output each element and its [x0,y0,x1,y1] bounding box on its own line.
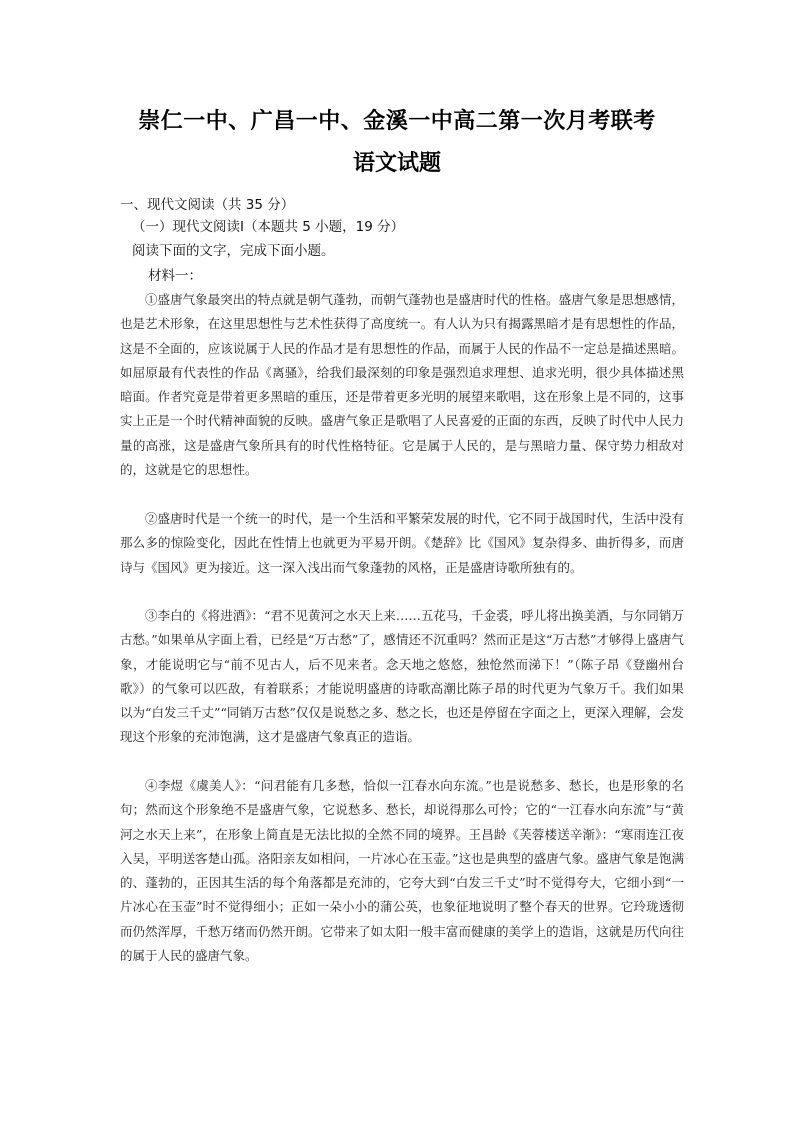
subsection-heading: （一）现代文阅读Ⅰ（本题共 5 小题，19 分） [132,219,405,235]
reading-instruction: 阅读下面的文字，完成下面小题。 [132,243,335,259]
paragraph-3: ③李白的《将进酒》：“君不见黄河之水天上来……五花马，千金裘，呼儿将出换美酒，与尔同销万古愁。”如果单从字面上看，已经是“万古愁”了，感情还不沉重吗？然而正是这“万古愁”才够得上盛唐气象，才能说明它与“前不见古人，后不见来者。念天地之悠悠，独怆然而涕下！”（陈子昂《登幽州台歌》）的气象可以匹敌，有着联系；才能说明盛唐的诗歌高潮比陈子昂的时代更为气象万千。我们如果以为“白发三千丈”“同销万古愁”仅仅是说愁之多、愁之长，也还是停留在字面之上，更深入理解，会发现这个形象的充沛饱满，这才是盛唐气象真正的造诣。 [120,608,684,745]
paragraph-4: ④李煜《虞美人》：“问君能有几多愁，恰似一江春水向东流。”也是说愁多、愁长，也是形象的名句；然而这个形象绝不是盛唐气象，它说愁多、愁长，却说得那么可怜；它的“一江春水向东流”与“黄河之水天上来”，在形象上简直是无法比拟的全然不同的境界。王昌龄《芙蓉楼送辛渐》：“寒雨连江夜入吴，平明送客楚山孤。洛阳亲友如相问，一片冰心在玉壶。”这也是典型的盛唐气象。盛唐气象是饱满的、蓬勃的，正因其生活的每个角落都是充沛的，它夸大到“白发三千丈”时不觉得夸大，它细小到“一片冰心在玉壶”时不觉得细小；正如一朵小小的蒲公英，也象征地说明了整个春天的世界。它玲珑透彻而仍然浑厚，千愁万绪而仍然开朗。它带来了如太阳一般丰富而健康的美学上的造诣，这就是历代向往的属于人民的盛唐气象。 [120,778,684,964]
exam-subtitle: 语文试题 [352,150,441,176]
exam-title: 崇仁一中、广昌一中、金溪一中高二第一次月考联考 [138,108,656,134]
paragraph-2: ②盛唐时代是一个统一的时代，是一个生活和平繁荣发展的时代，它不同于战国时代，生活中没有那么多的惊险变化，因此在性情上也就更为平易开朗。《楚辞》比《国风》复杂得多、曲折得多，而唐诗与《国风》更为接近。这一深入浅出而气象蓬勃的风格，正是盛唐诗歌所独有的。 [120,511,684,575]
paragraph-1: ①盛唐气象最突出的特点就是朝气蓬勃，而朝气蓬勃也是盛唐时代的性格。盛唐气象是思想感情，也是艺术形象，在这里思想性与艺术性获得了高度统一。有人认为只有揭露黑暗才是有思想性的作品，这是不全面的，应该说属于人民的作品才是有思想性的作品，而属于人民的作品不一定总是描述黑暗。如屈原最有代表性的作品《离骚》，给我们最深刻的印象是强烈追求理想、追求光明，很少具体描述黑暗面。作者究竟是带着更多黑暗的重压，还是带着更多光明的展望来歌唱，这在形象上是不同的，这事实上正是一个时代精神面貌的反映。盛唐气象正是歌唱了人民喜爱的正面的东西，反映了时代中人民力量的高涨，这是盛唐气象所具有的时代性格特征。它是属于人民的，是与黑暗力量、保守势力相敌对的，这就是它的思想性。 [120,292,684,478]
material-label: 材料一： [148,268,202,284]
section-heading: 一、现代文阅读（共 35 分） [120,197,295,213]
